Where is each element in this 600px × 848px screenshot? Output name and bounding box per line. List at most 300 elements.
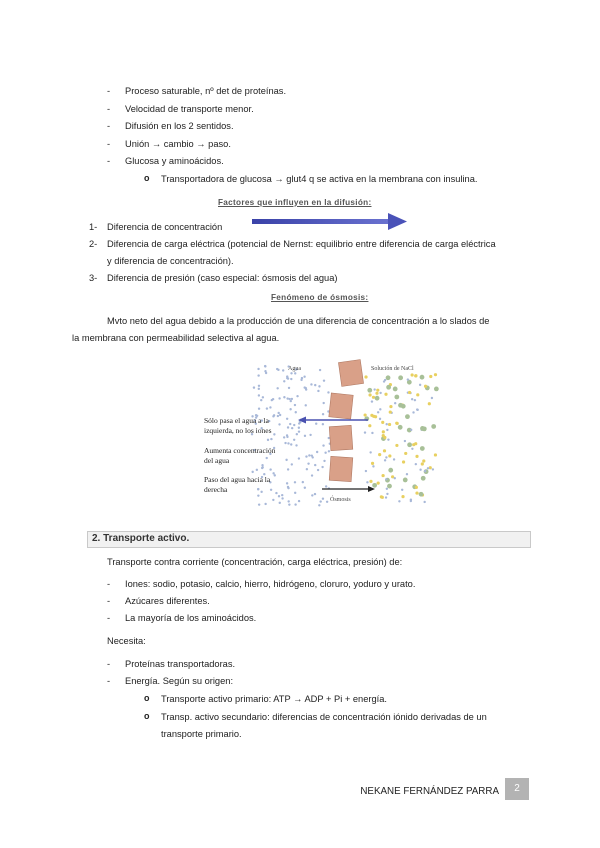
water-molecule <box>278 495 280 497</box>
list-item: Glucosa y aminoácidos. <box>125 156 224 166</box>
water-molecule <box>284 442 286 444</box>
chloride-ion <box>421 476 426 481</box>
list-dash: - <box>107 659 111 669</box>
sodium-ion <box>381 421 384 424</box>
water-molecule <box>319 500 321 502</box>
sodium-ion <box>376 389 379 392</box>
water-molecule <box>384 459 386 461</box>
water-molecule <box>322 498 324 500</box>
water-molecule <box>286 434 288 436</box>
sodium-ion <box>404 452 407 455</box>
footer-author: NEKANE FERNÁNDEZ PARRA <box>360 786 499 797</box>
water-molecule <box>258 385 260 387</box>
water-molecule <box>279 502 281 504</box>
water-molecule <box>270 489 272 491</box>
water-molecule <box>328 437 330 439</box>
water-molecule <box>321 466 323 468</box>
chloride-ion <box>386 385 391 390</box>
water-molecule <box>432 468 434 470</box>
water-molecule <box>307 462 309 464</box>
water-molecule <box>315 422 317 424</box>
water-molecule <box>282 369 284 371</box>
water-molecule <box>384 379 386 381</box>
list-dash: - <box>107 596 111 606</box>
water-molecule <box>314 493 316 495</box>
list-item: La mayoría de los aminoácidos. <box>125 613 257 623</box>
chloride-ion <box>407 442 412 447</box>
sodium-ion <box>424 385 427 388</box>
sodium-ion <box>421 462 424 465</box>
water-molecule <box>325 485 327 487</box>
water-molecule <box>366 481 368 483</box>
water-molecule <box>318 385 320 387</box>
water-molecule <box>286 377 288 379</box>
membrane-block <box>338 360 363 387</box>
water-molecule <box>318 504 320 506</box>
water-molecule <box>262 466 264 468</box>
sodium-ion <box>378 453 381 456</box>
bullet-icon: o <box>144 173 150 183</box>
list-item: Iones: sodio, potasio, calcio, hierro, hidrógeno, cloruro, yoduro y urato. <box>125 579 416 589</box>
water-molecule <box>281 497 283 499</box>
sodium-ion <box>412 443 415 446</box>
water-molecule <box>427 467 429 469</box>
osmosis-paragraph-line: la membrana con permeabilidad selectiva al agua. <box>72 333 280 343</box>
factor-number: 2- <box>89 239 98 249</box>
water-molecule <box>323 460 325 462</box>
water-molecule <box>277 415 279 417</box>
sodium-ion <box>429 466 432 469</box>
sodium-ion <box>415 491 418 494</box>
sodium-ion <box>428 402 431 405</box>
water-molecule <box>398 500 400 502</box>
water-molecule <box>308 454 310 456</box>
water-molecule <box>295 411 297 413</box>
list-dash: - <box>107 139 111 149</box>
water-molecule <box>293 439 295 441</box>
water-molecule <box>283 380 285 382</box>
factor-text: y diferencia de concentración). <box>107 256 234 266</box>
chloride-ion <box>394 395 399 400</box>
factor-text: Diferencia de concentración <box>107 222 223 232</box>
osmosis-figure <box>200 358 440 513</box>
water-molecule <box>286 397 288 399</box>
water-molecule <box>431 397 433 399</box>
water-molecule <box>286 418 288 420</box>
water-molecule <box>311 474 313 476</box>
water-molecule <box>304 386 306 388</box>
water-molecule <box>288 398 290 400</box>
water-molecule <box>273 414 275 416</box>
list-dash: - <box>107 676 111 686</box>
sodium-ion <box>422 459 425 462</box>
water-molecule <box>323 402 325 404</box>
list-dash: - <box>107 104 111 114</box>
water-molecule <box>379 418 381 420</box>
water-molecule <box>304 435 306 437</box>
chloride-ion <box>420 375 425 380</box>
water-molecule <box>407 378 409 380</box>
sodium-ion <box>384 393 387 396</box>
water-molecule <box>290 443 292 445</box>
water-molecule <box>257 494 259 496</box>
water-molecule <box>269 468 271 470</box>
chloride-ion <box>405 414 410 419</box>
water-molecule <box>298 427 300 429</box>
water-molecule <box>309 434 311 436</box>
water-molecule <box>293 424 295 426</box>
water-molecule <box>298 500 300 502</box>
sodium-ion <box>370 414 373 417</box>
water-molecule <box>272 472 274 474</box>
list-item: Energía. Según su origen: <box>125 676 234 686</box>
water-molecule <box>264 365 266 367</box>
sodium-ion <box>395 444 398 447</box>
factor-number: 3- <box>89 273 98 283</box>
sodium-ion <box>371 462 374 465</box>
sodium-ion <box>389 405 392 408</box>
water-molecule <box>406 473 408 475</box>
chloride-ion <box>431 424 436 429</box>
water-molecule <box>423 501 425 503</box>
water-molecule <box>294 404 296 406</box>
water-molecule <box>386 429 388 431</box>
sodium-ion <box>381 474 384 477</box>
list-dash: - <box>107 613 111 623</box>
water-molecule <box>291 463 293 465</box>
sodium-ion <box>388 454 391 457</box>
chloride-ion <box>393 387 398 392</box>
water-molecule <box>261 464 263 466</box>
chloride-ion <box>387 484 392 489</box>
sodium-ion <box>434 373 437 376</box>
needs-label: Necesita: <box>107 636 146 646</box>
sodium-ion <box>416 393 419 396</box>
water-molecule <box>286 482 288 484</box>
water-molecule <box>317 469 319 471</box>
water-molecule <box>278 397 280 399</box>
water-molecule <box>324 451 326 453</box>
water-molecule <box>386 488 388 490</box>
water-molecule <box>314 464 316 466</box>
list-item: Unión → cambio → paso. <box>125 139 231 149</box>
water-molecule <box>289 423 291 425</box>
list-dash: - <box>107 86 111 96</box>
water-molecule <box>296 395 298 397</box>
water-molecule <box>377 411 379 413</box>
list-item: Azúcares diferentes. <box>125 596 210 606</box>
factor-text: Diferencia de presión (caso especial: ósmosis del agua) <box>107 273 338 283</box>
list-item: Proteínas transportadoras. <box>125 659 236 669</box>
chloride-ion <box>398 403 403 408</box>
water-molecule <box>419 469 421 471</box>
water-molecule <box>323 379 325 381</box>
osmosis-paragraph-line: Mvto neto del agua debido a la producción de una diferencia de concentración a lo slados de <box>107 316 490 326</box>
sub-list-item: Transp. activo secundario: diferencias de concentración iónido derivadas de un <box>161 712 487 722</box>
water-molecule <box>300 379 302 381</box>
chloride-ion <box>398 425 403 430</box>
water-molecule <box>285 459 287 461</box>
section-title: 2. Transporte activo. <box>92 533 190 544</box>
water-molecule <box>385 478 387 480</box>
water-molecule <box>314 384 316 386</box>
water-molecule <box>298 457 300 459</box>
water-molecule <box>385 496 387 498</box>
sub-list-item: transporte primario. <box>161 729 242 739</box>
water-molecule <box>371 400 373 402</box>
water-molecule <box>305 404 307 406</box>
water-molecule <box>411 398 413 400</box>
water-molecule <box>394 477 396 479</box>
chloride-ion <box>419 492 424 497</box>
list-dash: - <box>107 121 111 131</box>
water-molecule <box>327 391 329 393</box>
section-intro: Transporte contra corriente (concentración, carga eléctrica, presión) de: <box>107 557 403 567</box>
arrow-icon <box>252 213 407 231</box>
note-1: Sólo pasa el agua a la <box>204 416 269 425</box>
membrane-block <box>329 425 353 450</box>
water-molecule <box>257 374 259 376</box>
note-2: del agua <box>204 456 230 465</box>
osmosis-diagram <box>200 358 440 513</box>
sodium-ion <box>368 393 371 396</box>
water-molecule <box>287 468 289 470</box>
note-1: izquierda, no los iones <box>204 426 272 435</box>
sodium-ion <box>377 482 380 485</box>
chloride-ion <box>422 426 427 431</box>
water-molecule <box>291 398 293 400</box>
water-molecule <box>276 387 278 389</box>
water-molecule <box>266 407 268 409</box>
water-molecule <box>288 503 290 505</box>
chloride-ion <box>420 446 425 451</box>
water-molecule <box>401 489 403 491</box>
water-molecule <box>264 503 266 505</box>
sodium-ion <box>388 423 391 426</box>
list-dash: - <box>107 579 111 589</box>
water-molecule <box>266 457 268 459</box>
water-molecule <box>393 458 395 460</box>
sodium-ion <box>415 455 418 458</box>
water-molecule <box>316 451 318 453</box>
water-molecule <box>371 432 373 434</box>
water-molecule <box>419 384 421 386</box>
sodium-ion <box>380 495 383 498</box>
list-dash: - <box>107 156 111 166</box>
sodium-ion <box>414 374 417 377</box>
chloride-ion <box>403 478 408 483</box>
sodium-ion <box>383 436 386 439</box>
water-molecule <box>379 408 381 410</box>
water-molecule <box>290 372 292 374</box>
label-osmosis: Ósmosis <box>330 497 351 503</box>
chloride-ion <box>434 387 439 392</box>
water-molecule <box>256 469 258 471</box>
chloride-ion <box>386 375 391 380</box>
water-molecule <box>322 413 324 415</box>
water-molecule <box>257 368 259 370</box>
chloride-ion <box>372 483 377 488</box>
water-molecule <box>287 486 289 488</box>
section-title-bar <box>87 531 531 548</box>
water-molecule <box>317 390 319 392</box>
water-molecule <box>302 481 304 483</box>
water-molecule <box>305 388 307 390</box>
list-item: Proceso saturable, nº det de proteínas. <box>125 86 287 96</box>
water-molecule <box>305 455 307 457</box>
water-molecule <box>386 493 388 495</box>
sodium-ion <box>411 373 414 376</box>
chloride-ion <box>375 396 380 401</box>
sub-list-item: Transporte activo primario: ATP → ADP + Pi + energía. <box>161 694 387 704</box>
sodium-ion <box>364 413 367 416</box>
factor-text: Diferencia de carga eléctrica (potencial de Nernst: equilibrio entre diferencia de carga eléctrica <box>107 239 496 249</box>
water-molecule <box>394 402 396 404</box>
sodium-ion <box>402 460 405 463</box>
sodium-ion <box>395 422 398 425</box>
water-molecule <box>279 414 281 416</box>
chloride-ion <box>388 468 393 473</box>
sodium-ion <box>368 424 371 427</box>
water-molecule <box>277 369 279 371</box>
sodium-ion <box>375 392 378 395</box>
heading-osmosis: Fenómeno de ósmosis: <box>271 293 369 302</box>
water-molecule <box>385 456 387 458</box>
water-molecule <box>373 388 375 390</box>
water-molecule <box>311 454 313 456</box>
factor-number: 1- <box>89 222 98 232</box>
bullet-icon: o <box>144 711 150 721</box>
water-molecule <box>271 399 273 401</box>
water-molecule <box>410 499 412 501</box>
water-molecule <box>264 370 266 372</box>
water-molecule <box>258 394 260 396</box>
label-nacl: Solución de NaCl <box>371 366 414 372</box>
water-molecule <box>415 463 417 465</box>
water-molecule <box>290 400 292 402</box>
water-molecule <box>257 488 259 490</box>
water-molecule <box>294 492 296 494</box>
note-3: Paso del agua hacia la <box>204 475 271 484</box>
water-molecule <box>270 438 272 440</box>
membrane-block <box>329 393 353 419</box>
water-molecule <box>287 500 289 502</box>
water-molecule <box>290 378 292 380</box>
sodium-ion <box>382 430 385 433</box>
sodium-ion <box>372 396 375 399</box>
sodium-ion <box>434 453 437 456</box>
sodium-ion <box>408 391 411 394</box>
water-molecule <box>303 376 305 378</box>
water-molecule <box>424 470 426 472</box>
chloride-ion <box>398 375 403 380</box>
heading-factors: Factores que influyen en la difusión: <box>218 198 372 207</box>
water-molecule <box>295 444 297 446</box>
water-molecule <box>260 399 262 401</box>
water-molecule <box>298 430 300 432</box>
sodium-ion <box>374 415 377 418</box>
water-molecule <box>283 396 285 398</box>
water-molecule <box>365 470 367 472</box>
sodium-ion <box>389 410 392 413</box>
water-molecule <box>404 440 406 442</box>
water-molecule <box>277 412 279 414</box>
water-molecule <box>311 494 313 496</box>
water-molecule <box>410 429 412 431</box>
water-molecule <box>414 399 416 401</box>
water-molecule <box>386 423 388 425</box>
water-molecule <box>369 451 371 453</box>
water-molecule <box>411 448 413 450</box>
water-molecule <box>289 408 291 410</box>
sodium-ion <box>415 486 418 489</box>
chloride-ion <box>367 388 372 393</box>
water-molecule <box>260 491 262 493</box>
water-molecule <box>294 372 296 374</box>
water-molecule <box>287 442 289 444</box>
water-molecule <box>288 387 290 389</box>
water-molecule <box>269 406 271 408</box>
water-molecule <box>310 383 312 385</box>
water-molecule <box>294 481 296 483</box>
membrane-block <box>329 456 353 481</box>
note-3: derecha <box>204 485 228 494</box>
water-molecule <box>287 426 289 428</box>
water-molecule <box>412 411 414 413</box>
water-molecule <box>306 468 308 470</box>
water-molecule <box>296 433 298 435</box>
list-item: Difusión en los 2 sentidos. <box>125 121 234 131</box>
water-molecule <box>326 501 328 503</box>
water-molecule <box>274 474 276 476</box>
water-molecule <box>379 392 381 394</box>
water-molecule <box>258 408 260 410</box>
water-molecule <box>416 408 418 410</box>
water-molecule <box>387 438 389 440</box>
sodium-ion <box>401 495 404 498</box>
water-molecule <box>364 431 366 433</box>
water-molecule <box>294 503 296 505</box>
sodium-ion <box>383 449 386 452</box>
water-molecule <box>251 471 253 473</box>
water-molecule <box>304 487 306 489</box>
water-molecule <box>273 433 275 435</box>
water-molecule <box>322 444 324 446</box>
sodium-ion <box>364 375 367 378</box>
water-molecule <box>258 503 260 505</box>
water-molecule <box>272 499 274 501</box>
bullet-icon: o <box>144 693 150 703</box>
label-water: Agua <box>288 366 301 372</box>
sub-list-item: Transportadora de glucosa → glut4 q se activa en la membrana con insulina. <box>161 174 478 184</box>
list-item: Velocidad de transporte menor. <box>125 104 254 114</box>
water-molecule <box>258 388 260 390</box>
sodium-ion <box>369 480 372 483</box>
water-molecule <box>322 423 324 425</box>
note-2: Aumenta concentración <box>204 446 276 455</box>
water-molecule <box>278 423 280 425</box>
water-molecule <box>328 450 330 452</box>
water-molecule <box>267 439 269 441</box>
water-molecule <box>262 396 264 398</box>
water-molecule <box>281 494 283 496</box>
page-number: 2 <box>505 778 529 800</box>
water-molecule <box>283 436 285 438</box>
water-molecule <box>319 369 321 371</box>
sodium-ion <box>429 375 432 378</box>
water-molecule <box>253 386 255 388</box>
water-molecule <box>291 427 293 429</box>
